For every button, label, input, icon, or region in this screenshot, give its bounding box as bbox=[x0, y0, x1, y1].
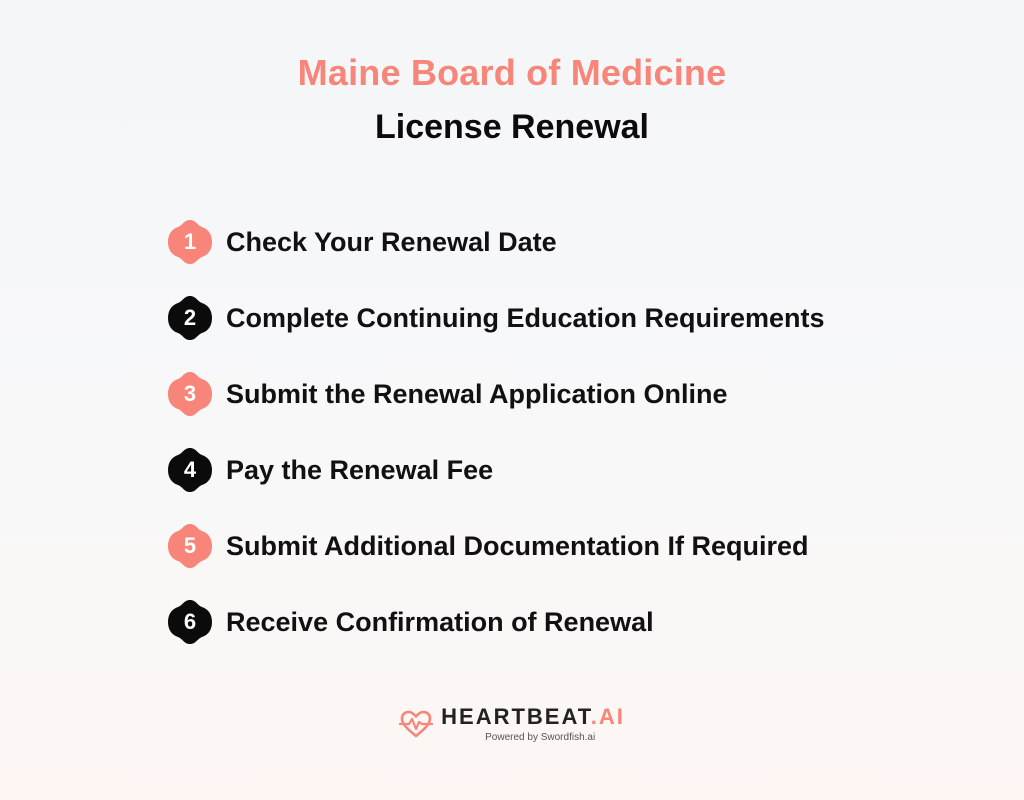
step-number-badge bbox=[167, 295, 213, 341]
step-number: 1 bbox=[183, 229, 197, 254]
step-label: Pay the Renewal Fee bbox=[226, 454, 494, 485]
step-item bbox=[167, 447, 825, 493]
step-label: Submit the Renewal Application Online bbox=[226, 378, 728, 409]
step-number-badge bbox=[167, 219, 213, 265]
brand-text bbox=[441, 704, 625, 743]
step-label: Submit Additional Documentation If Required bbox=[226, 530, 809, 561]
step-item bbox=[167, 523, 825, 569]
step-number-badge bbox=[167, 371, 213, 417]
step-label: Receive Confirmation of Renewal bbox=[226, 606, 654, 637]
step-item bbox=[167, 371, 825, 417]
brand-logo-block bbox=[399, 704, 625, 743]
step-number: 3 bbox=[183, 381, 197, 406]
step-number: 4 bbox=[183, 457, 197, 482]
step-number-badge bbox=[167, 447, 213, 493]
heart-pulse-icon bbox=[399, 709, 433, 739]
page-title: Maine Board of Medicine bbox=[297, 52, 727, 93]
step-number: 5 bbox=[183, 533, 197, 558]
step-number: 6 bbox=[183, 609, 197, 634]
step-number-badge bbox=[167, 523, 213, 569]
step-label: Complete Continuing Education Requirements bbox=[226, 302, 825, 333]
brand-name-suffix: .AI bbox=[590, 704, 625, 729]
step-item bbox=[167, 219, 825, 265]
brand-name bbox=[441, 704, 625, 730]
steps-list bbox=[167, 219, 825, 675]
step-number-badge bbox=[167, 599, 213, 645]
step-item bbox=[167, 295, 825, 341]
step-label: Check Your Renewal Date bbox=[226, 226, 557, 257]
step-item bbox=[167, 599, 825, 645]
powered-by-text: Powered by Swordfish.ai bbox=[485, 732, 596, 743]
step-number: 2 bbox=[183, 305, 197, 330]
footer bbox=[0, 704, 1024, 743]
brand-name-main: HEARTBEAT bbox=[441, 704, 591, 729]
page-subtitle: License Renewal bbox=[374, 108, 649, 146]
